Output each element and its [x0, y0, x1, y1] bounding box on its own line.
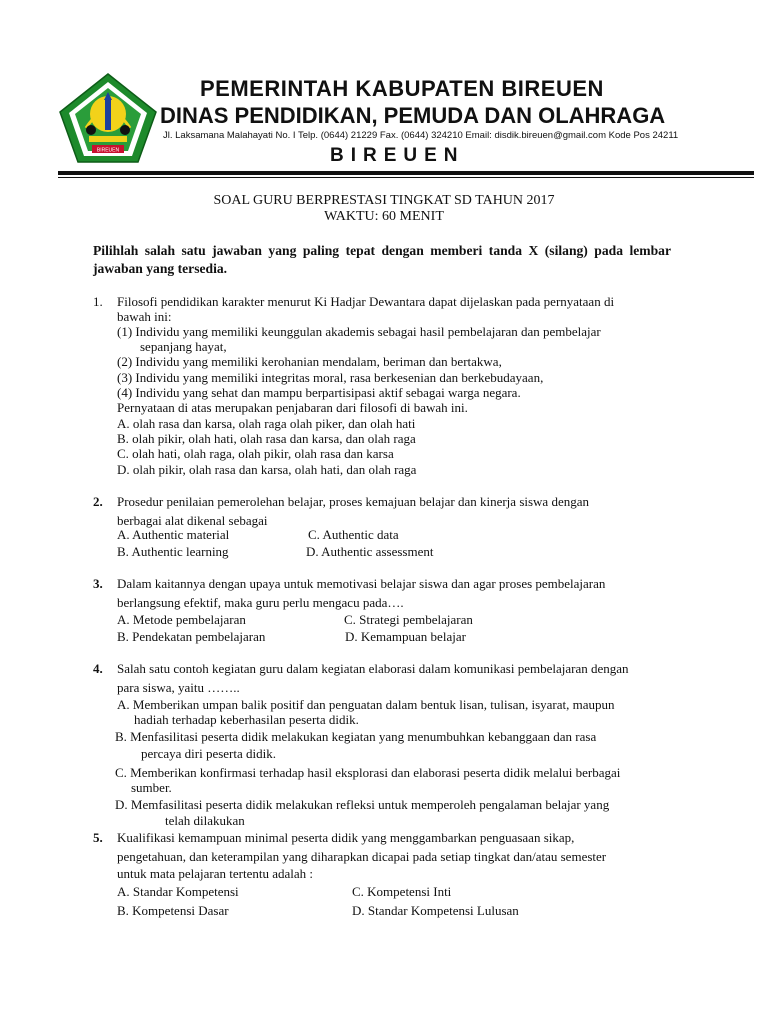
header-department: DINAS PENDIDIKAN, PEMUDA DAN OLAHRAGA	[160, 103, 666, 128]
q5-line1: Kualifikasi kemampuan minimal peserta didik yang menggambarkan penguasaan sikap,	[117, 830, 575, 845]
q4-option-d-cont: telah dilakukan	[165, 813, 245, 828]
q1-stem: Pernyataan di atas merupakan penjabaran dari filosofi di bawah ini.	[117, 400, 468, 415]
q2-option-d[interactable]: D. Authentic assessment	[306, 544, 434, 559]
q5-option-c[interactable]: C. Kompetensi Inti	[352, 884, 452, 899]
q3-option-c[interactable]: C. Strategi pembelajaran	[344, 612, 473, 627]
q1-statement-2: (2) Individu yang memiliki kerohanian mendalam, beriman dan bertakwa,	[117, 354, 502, 369]
q4-option-b-cont: percaya diri peserta didik.	[141, 746, 276, 761]
q4-option-c[interactable]: C. Memberikan konfirmasi terhadap hasil eksplorasi dan elaborasi peserta didik melalui berbagai	[115, 765, 621, 780]
q4-option-a[interactable]: A. Memberikan umpan balik positif dan penguatan dalam bentuk lisan, tulisan, isyarat, maupun	[117, 697, 615, 712]
header-government: PEMERINTAH KABUPATEN BIREUEN	[200, 76, 604, 101]
exam-duration: WAKTU: 60 MENIT	[324, 209, 444, 224]
q3-line1: Dalam kaitannya dengan upaya untuk memotivasi belajar siswa dan agar proses pembelajaran	[117, 576, 606, 591]
q3-line2: berlangsung efektif, maka guru perlu mengacu pada….	[117, 595, 404, 610]
q1-line2: bawah ini:	[117, 309, 172, 324]
q1-statement-1-cont: sepanjang hayat,	[140, 339, 227, 354]
q3-option-d[interactable]: D. Kemampuan belajar	[345, 629, 466, 644]
q1-option-a[interactable]: A. olah rasa dan karsa, olah raga olah piker, dan olah hati	[117, 416, 416, 431]
q1-option-d[interactable]: D. olah pikir, olah rasa dan karsa, olah hati, dan olah raga	[117, 462, 417, 477]
exam-title: SOAL GURU BERPRESTASI TINGKAT SD TAHUN 2017	[213, 193, 555, 208]
header-address: Jl. Laksamana Malahayati No. I Telp. (0644) 21229 Fax. (0644) 324210 Email: disdik.bireuen@gmail.com Kode Pos 24211	[163, 130, 679, 141]
q4-line1: Salah satu contoh kegiatan guru dalam kegiatan elaborasi dalam komunikasi pembelajaran dengan	[117, 661, 629, 676]
q5-option-d[interactable]: D. Standar Kompetensi Lulusan	[352, 903, 519, 918]
q2-option-a[interactable]: A. Authentic material	[117, 527, 230, 542]
q1-line1: Filosofi pendidikan karakter menurut Ki Hadjar Dewantara dapat dijelaskan pada pernyataan di	[117, 294, 615, 309]
q1-option-c[interactable]: C. olah hati, olah raga, olah pikir, olah rasa dan karsa	[117, 446, 394, 461]
q5-line2: pengetahuan, dan keterampilan yang diharapkan dicapai pada setiap tingkat dan/atau semester	[117, 849, 607, 864]
q3-option-a[interactable]: A. Metode pembelajaran	[117, 612, 246, 627]
q5-number: 5.	[93, 830, 103, 845]
q1-statement-3: (3) Individu yang memiliki integritas moral, rasa berkesenian dan berkebudayaan,	[117, 370, 544, 385]
q4-line2: para siswa, yaitu ……..	[117, 680, 240, 695]
q1-statement-4: (4) Individu yang sehat dan mampu berpartisipasi aktif sebagai warga negara.	[117, 385, 521, 400]
q4-option-d[interactable]: D. Memfasilitasi peserta didik melakukan refleksi untuk memperoleh pengalaman belajar yang	[115, 797, 610, 812]
q5-line3: untuk mata pelajaran tertentu adalah :	[117, 866, 313, 881]
q1-option-b[interactable]: B. olah pikir, olah hati, olah rasa dan karsa, dan olah raga	[117, 431, 416, 446]
q2-number: 2.	[93, 494, 103, 509]
q4-option-c-cont: sumber.	[131, 780, 172, 795]
header-rule-thick	[58, 171, 754, 175]
q4-number: 4.	[93, 661, 103, 676]
q3-number: 3.	[93, 576, 103, 591]
q2-line1: Prosedur penilaian pemerolehan belajar, proses kemajuan belajar dan kinerja siswa dengan	[117, 494, 589, 509]
logo-banner-text: BIREUEN	[96, 147, 120, 154]
q2-option-b[interactable]: B. Authentic learning	[117, 544, 229, 559]
regency-logo	[58, 72, 158, 164]
q4-option-a-cont: hadiah terhadap keberhasilan peserta didik.	[134, 712, 359, 727]
q2-option-c[interactable]: C. Authentic data	[308, 527, 399, 542]
q1-number: 1.	[93, 294, 103, 309]
q2-line2: berbagai alat dikenal sebagai	[117, 513, 268, 528]
exam-instruction: Pilihlah salah satu jawaban yang paling tepat dengan memberi tanda X (silang) pada lembar jawaban yang tersedia.	[93, 243, 671, 276]
q4-option-b[interactable]: B. Menfasilitasi peserta didik melakukan kegiatan yang menumbuhkan kebanggaan dan rasa	[115, 729, 597, 744]
q3-option-b[interactable]: B. Pendekatan pembelajaran	[117, 629, 266, 644]
q5-option-b[interactable]: B. Kompetensi Dasar	[117, 903, 229, 918]
q5-option-a[interactable]: A. Standar Kompetensi	[117, 884, 239, 899]
header-rule-thin	[58, 177, 754, 178]
q1-statement-1: (1) Individu yang memiliki keunggulan akademis sebagai hasil pembelajaran dan pembelajar	[117, 324, 601, 339]
header-city: BIREUEN	[330, 145, 465, 166]
